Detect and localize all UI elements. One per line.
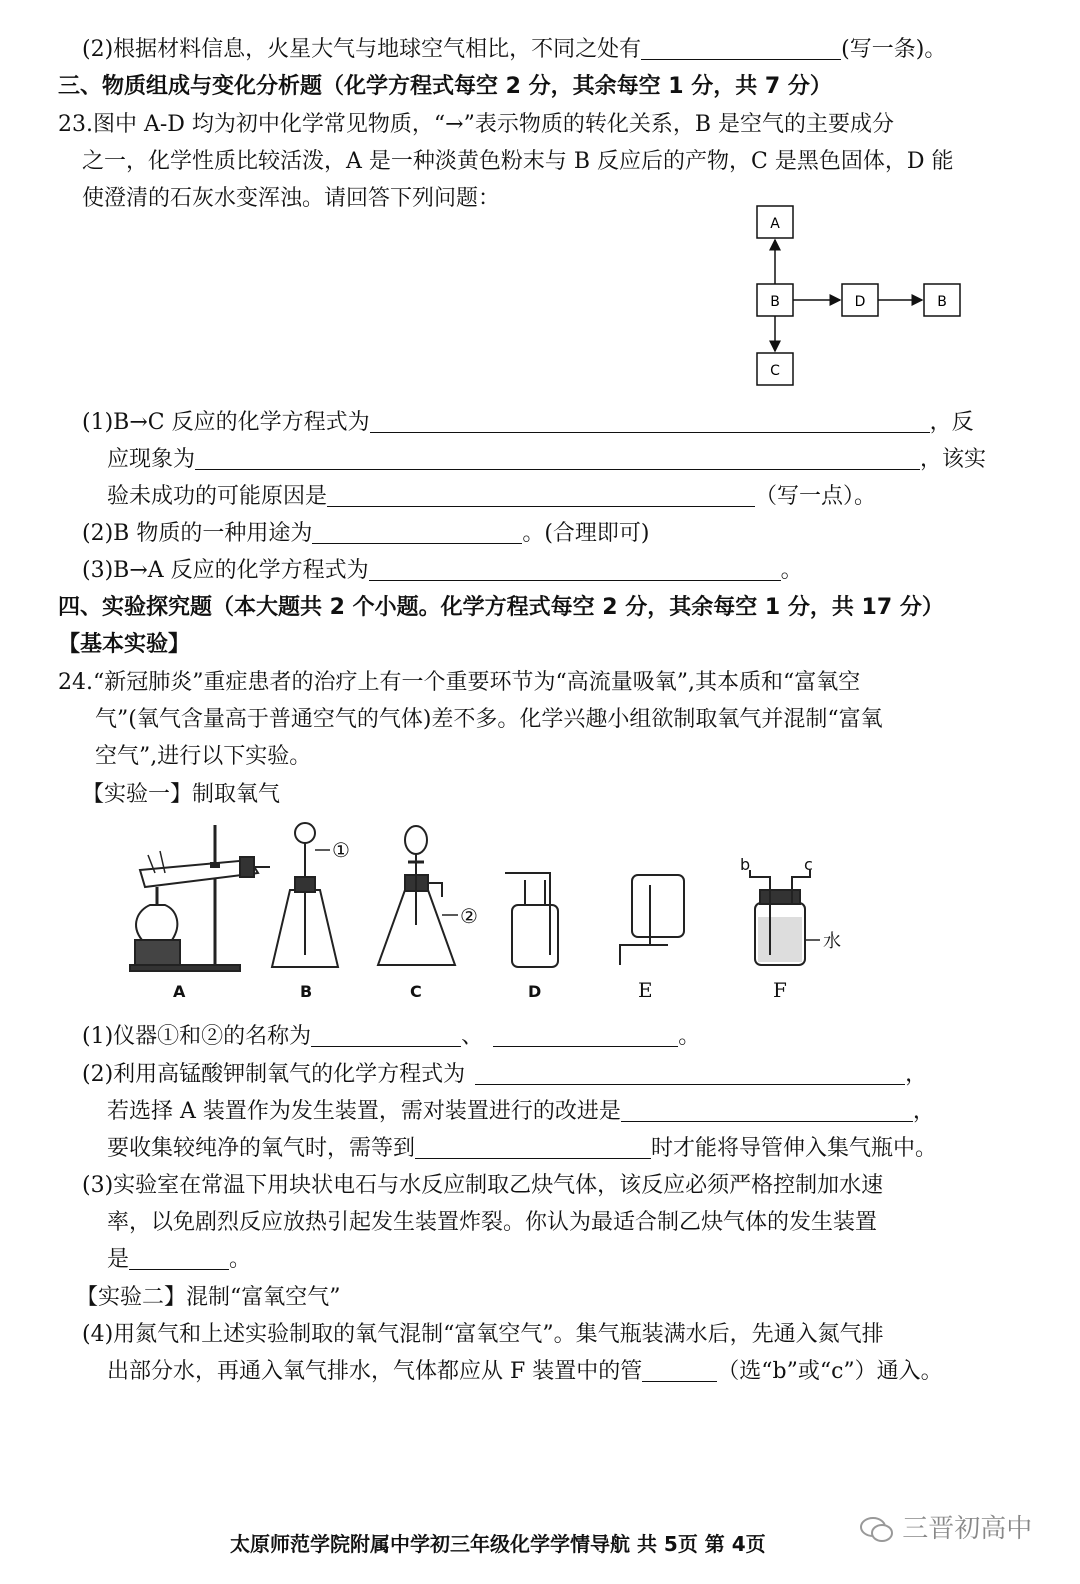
- apparatus-b: [272, 823, 338, 967]
- answer-blank[interactable]: [311, 1024, 461, 1047]
- svg-text:B: B: [937, 294, 947, 310]
- q24-part1: (1)仪器①和②的名称为 、 。: [82, 1024, 701, 1049]
- diagram-box-d: [842, 284, 878, 316]
- answer-blank[interactable]: [327, 484, 755, 507]
- answer-blank[interactable]: [129, 1247, 229, 1270]
- section4-subtitle: 【基本实验】: [58, 632, 191, 657]
- apparatus-f: [750, 870, 820, 965]
- label-a: A: [173, 982, 186, 1001]
- q24-part4-line2: 出部分水，再通入氧气排水，气体都应从 F 装置中的管 （选“b”或“c”）通入。: [107, 1359, 943, 1384]
- q24-part4-line1: (4)用氮气和上述实验制取的氧气混制“富氧空气”。集气瓶装满水后，先通入氮气排: [82, 1322, 884, 1347]
- q24-part3-line1: (3)实验室在常温下用块状电石与水反应制取乙炔气体，该反应必须严格控制加水速: [82, 1173, 884, 1198]
- watermark: [860, 1508, 1032, 1545]
- q23-part1-phenomenon: 应现象为 ，该实: [107, 447, 987, 472]
- water-label: 水: [823, 931, 841, 952]
- q24-stem-line3: 空气”,进行以下实验。: [95, 744, 312, 769]
- watermark-text: 三晋初高中: [902, 1514, 1033, 1544]
- apparatus-e: [620, 875, 684, 965]
- svg-text:C: C: [770, 363, 780, 379]
- q24-part2: (2)利用高锰酸钾制氧气的化学方程式为 ，: [82, 1062, 928, 1087]
- answer-blank[interactable]: [312, 521, 522, 544]
- page-footer: 太原师范学院附属中学初三年级化学学情导航 共 5页 第 4页: [230, 1532, 766, 1556]
- marker-2: ②: [460, 904, 478, 928]
- svg-text:A: A: [770, 216, 780, 232]
- answer-blank[interactable]: [642, 1359, 717, 1382]
- q24-part3-line2: 率，以免剧烈反应放热引起发生装置炸裂。你认为最适合制乙炔气体的发生装置: [107, 1210, 878, 1235]
- answer-blank[interactable]: [369, 558, 781, 581]
- apparatus-a: [130, 825, 270, 971]
- answer-blank[interactable]: [493, 1024, 678, 1047]
- q23-stem-line2: 之一，化学性质比较活泼，A 是一种淡黄色粉末与 B 反应后的产物，C 是黑色固体，D 能: [82, 149, 954, 174]
- tube-b-label: b: [740, 855, 751, 874]
- diagram-box-b: [757, 284, 793, 316]
- label-f: F: [773, 978, 787, 1002]
- q24-stem-line2: 气”(氧气含量高于普通空气的气体)差不多。化学兴趣小组欲制取氧气并混制“富氧: [95, 707, 883, 732]
- answer-blank[interactable]: [475, 1062, 905, 1085]
- q23-part1-reason: 验未成功的可能原因是 （写一点）。: [107, 484, 877, 509]
- q23-part1: (1)B→C 反应的化学方程式为 ，反: [82, 410, 974, 435]
- experiment1-heading: 【实验一】制取氧气: [82, 782, 281, 807]
- apparatus-d: [505, 873, 558, 967]
- q23-conversion-diagram: [740, 200, 980, 400]
- wechat-icon: [860, 1516, 894, 1544]
- experiment2-heading: 【实验二】混制“富氧空气”: [76, 1285, 341, 1310]
- q24-part2-improvement: 若选择 A 装置作为发生装置，需对装置进行的改进是 ，: [107, 1099, 935, 1124]
- q23-part2: (2)B 物质的一种用途为 。(合理即可): [82, 521, 650, 546]
- answer-blank[interactable]: [195, 447, 920, 470]
- svg-text:D: D: [854, 294, 866, 310]
- section4-title: 四、实验探究题（本大题共 2 个小题。化学方程式每空 2 分，其余每空 1 分，共 17 分）: [58, 595, 944, 620]
- label-e: E: [638, 978, 653, 1002]
- diagram-box-b2: [924, 284, 960, 316]
- apparatus-c: [378, 826, 458, 965]
- answer-blank[interactable]: [415, 1136, 651, 1159]
- q23-stem-line1: 23.图中 A-D 均为初中化学常见物质，“→”表示物质的转化关系，B 是空气的主要成分: [58, 112, 895, 137]
- answer-blank[interactable]: [641, 37, 841, 60]
- q24-part3-line3: 是 。: [107, 1247, 252, 1272]
- lab-apparatus-figure: [120, 815, 880, 1010]
- q24-stem-line1: 24.“新冠肺炎”重症患者的治疗上有一个重要环节为“高流量吸氧”,其本质和“富氧空: [58, 670, 861, 695]
- answer-blank[interactable]: [370, 410, 930, 433]
- diagram-box-a: [757, 206, 793, 238]
- q22-part2: (2)根据材料信息，火星大气与地球空气相比，不同之处有 (写一条)。: [82, 37, 947, 62]
- diagram-box-c: [757, 353, 793, 385]
- marker-1: ①: [332, 838, 350, 862]
- svg-text:B: B: [770, 294, 780, 310]
- q23-part3: (3)B→A 反应的化学方程式为 。: [82, 558, 803, 583]
- tube-c-label: c: [804, 855, 813, 874]
- q24-part2-timing: 要收集较纯净的氧气时，需等到 时才能将导管伸入集气瓶中。: [107, 1136, 938, 1161]
- answer-blank[interactable]: [621, 1099, 913, 1122]
- label-d: D: [528, 982, 542, 1001]
- section3-title: 三、物质组成与变化分析题（化学方程式每空 2 分，其余每空 1 分，共 7 分）: [58, 74, 832, 99]
- label-b: B: [300, 982, 313, 1001]
- q23-stem-line3: 使澄清的石灰水变浑浊。请回答下列问题：: [82, 186, 501, 211]
- label-c: C: [410, 982, 422, 1001]
